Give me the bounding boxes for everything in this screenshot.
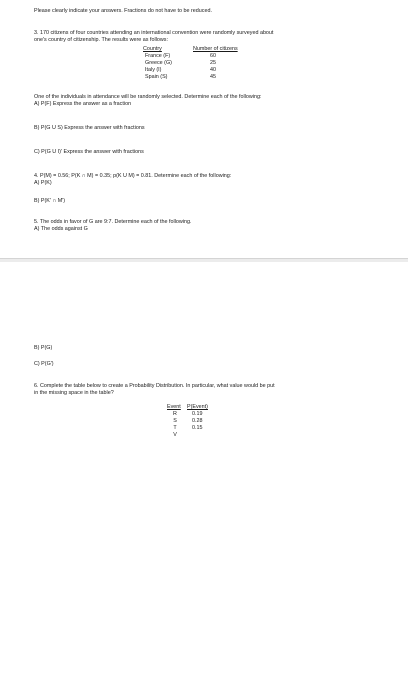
q3-part-c: C) P(G U I)' Express the answer with fractions xyxy=(34,149,144,155)
table-row-probability: 0.15 xyxy=(192,425,203,431)
q6-statement-line-1: 6. Complete the table below to create a Probability Distribution. In particular, what value would be put xyxy=(34,383,275,389)
q5-statement: 5. The odds in favor of G are 9:7. Determine each of the following. xyxy=(34,219,192,225)
q3-intro-line-1: 3. 170 citizens of four countries attending an international convention were randomly surveyed about xyxy=(34,30,274,36)
table-row-country: Italy (I) xyxy=(145,67,162,73)
q4-part-b: B) P(K' ∩ M') xyxy=(34,198,66,204)
q3-selection-text: One of the individuals in attendance will be randomly selected. Determine each of the following: xyxy=(34,94,262,100)
table-row-country: Spain (S) xyxy=(145,74,168,80)
q5-part-a: A) The odds against G xyxy=(34,226,88,232)
q3-table-header-count: Number of citizens xyxy=(193,46,238,52)
instructions-text: Please clearly indicate your answers. Fractions do not have to be reduced. xyxy=(34,8,212,14)
document-page-1 xyxy=(0,0,408,260)
table-row-count: 45 xyxy=(210,74,216,80)
table-row-event: S xyxy=(173,418,177,424)
q4-part-a: A) P(K) xyxy=(34,180,52,186)
q3-table-header-country: Country xyxy=(143,46,162,52)
document-page-2 xyxy=(0,262,408,700)
table-row-country: France (F) xyxy=(145,53,171,59)
table-row-event: V xyxy=(173,432,177,438)
q6-table-header-event: Event xyxy=(167,404,181,410)
q3-part-b: B) P(G U S) Express the answer with fractions xyxy=(34,125,145,131)
table-row-probability: 0.28 xyxy=(192,418,203,424)
table-row-count: 40 xyxy=(210,67,216,73)
q3-intro-line-2: one's country of citizenship. The results were as follows: xyxy=(34,37,168,43)
q6-table-header-probability: P(Event) xyxy=(187,404,208,410)
table-row-count: 60 xyxy=(210,53,216,59)
table-row-probability: 0.19 xyxy=(192,411,203,417)
table-row-country: Greece (G) xyxy=(145,60,172,66)
table-row-event: R xyxy=(173,411,177,417)
q5-part-c: C) P(G') xyxy=(34,361,54,367)
table-row-count: 25 xyxy=(210,60,216,66)
q3-part-a: A) P(F) Express the answer as a fraction xyxy=(34,101,132,107)
q6-statement-line-2: in the missing space in the table? xyxy=(34,390,114,396)
q4-statement: 4. P(M) = 0.56; P(K ∩ M) = 0.35; p(K U M) = 0.81. Determine each of the following: xyxy=(34,173,232,179)
q5-part-b: B) P(G) xyxy=(34,345,53,351)
table-row-event: T xyxy=(173,425,177,431)
